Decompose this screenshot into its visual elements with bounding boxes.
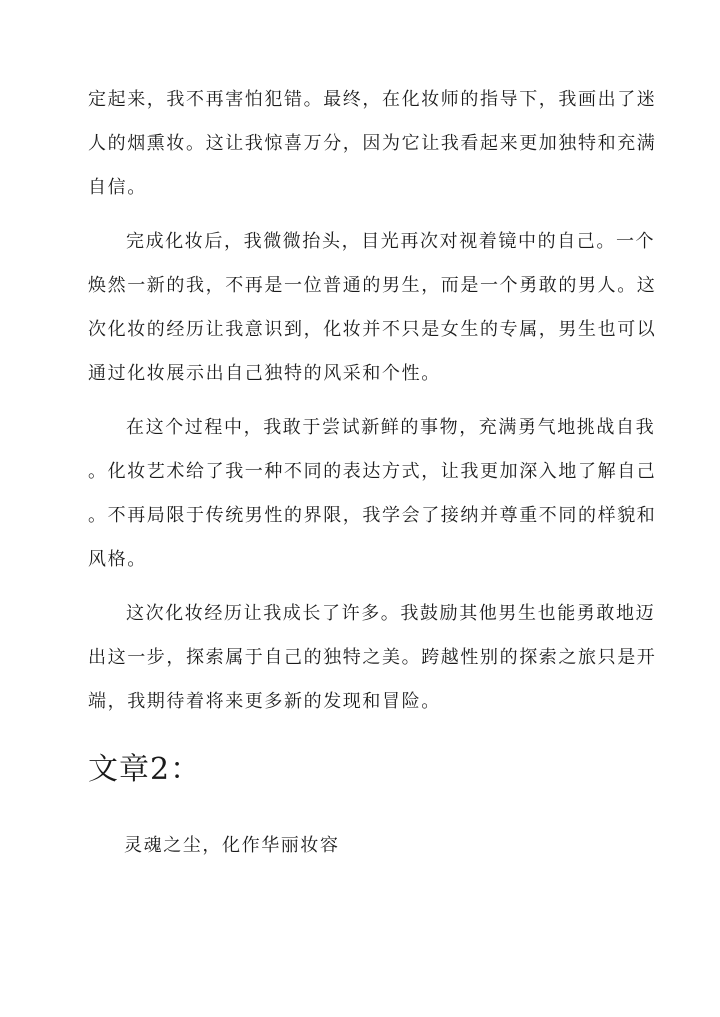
paragraph-line: 风格。 — [88, 549, 147, 570]
paragraph-1 — [88, 78, 657, 210]
paragraph-line: 这次化妆经历让我成长了许多。我鼓励其他男生也能勇敢地迈 — [126, 603, 656, 624]
paragraph-line: 出这一步，探索属于自己的独特之美。跨越性别的探索之旅只是开 — [88, 647, 657, 668]
paragraph-line: 。化妆艺术给了我一种不同的表达方式，让我更加深入地了解自己 — [88, 461, 657, 482]
paragraph-line: 。不再局限于传统男性的界限，我学会了接纳并尊重不同的样貌和 — [88, 505, 657, 526]
paragraph-line: 端，我期待着将来更多新的发现和冒险。 — [88, 691, 441, 712]
paragraph-line: 通过化妆展示出自己独特的风采和个性。 — [88, 363, 441, 384]
paragraph-line: 焕然一新的我，不再是一位普通的男生，而是一个勇敢的男人。这 — [88, 275, 657, 296]
paragraph-line: 人的烟熏妆。这让我惊喜万分，因为它让我看起来更加独特和充满 — [88, 133, 657, 154]
paragraph-4 — [88, 592, 657, 724]
paragraph-line: 自信。 — [88, 177, 147, 198]
paragraph-3 — [88, 406, 657, 582]
article-subtitle: 灵魂之尘，化作华丽妆容 — [124, 835, 340, 856]
article-heading: 文章2： — [88, 752, 202, 787]
paragraph-2 — [88, 220, 657, 396]
paragraph-line: 次化妆的经历让我意识到，化妆并不只是女生的专属，男生也可以 — [88, 319, 657, 340]
paragraph-line: 定起来，我不再害怕犯错。最终，在化妆师的指导下，我画出了迷 — [88, 89, 657, 110]
paragraph-line: 在这个过程中，我敢于尝试新鲜的事物，充满勇气地挑战自我 — [126, 417, 656, 438]
paragraph-line: 完成化妆后，我微微抬头，目光再次对视着镜中的自己。一个 — [126, 231, 656, 252]
